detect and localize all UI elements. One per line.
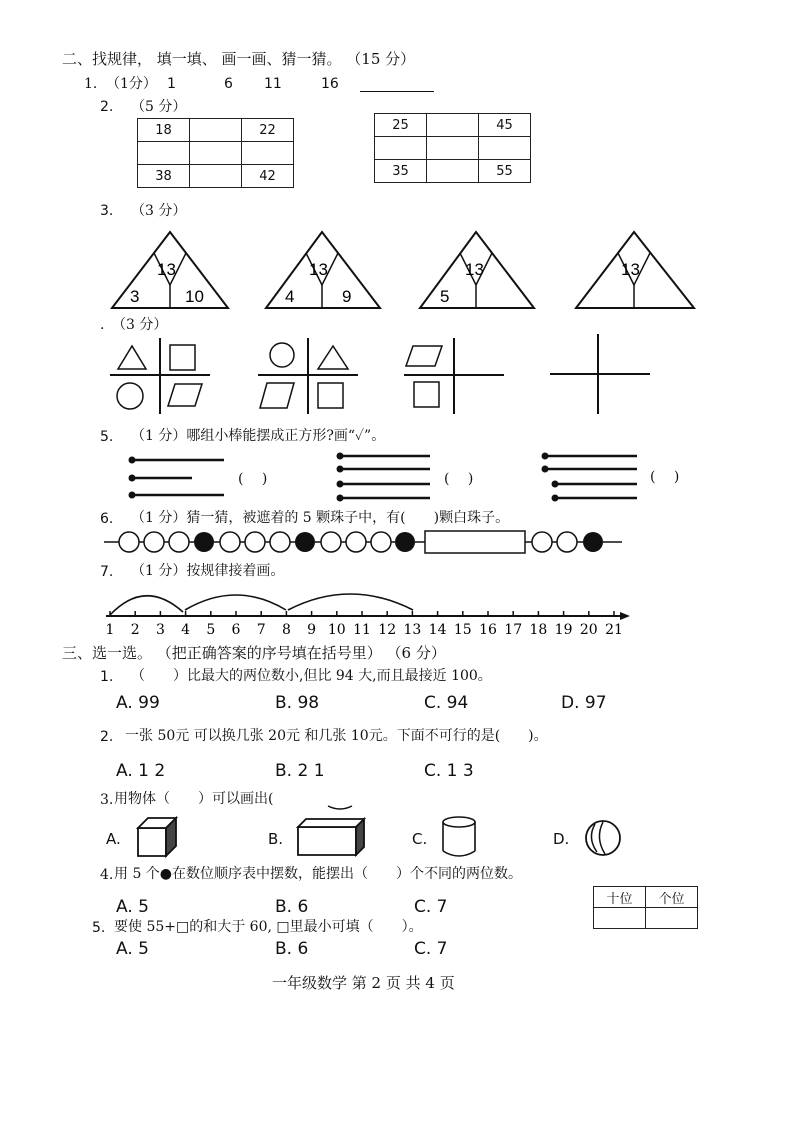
number-line-label: 10 <box>327 622 346 638</box>
cube-icon <box>136 816 180 858</box>
q2-score: （5 分） <box>131 99 187 115</box>
s3-q3-option-b[interactable]: B. <box>268 830 284 848</box>
number-line-label: 20 <box>579 622 598 638</box>
q1-number: 1. <box>84 76 98 92</box>
table-cell: 35 <box>375 160 427 183</box>
table-cell: 22 <box>242 119 294 142</box>
s3-q1-option-d[interactable]: D. 97 <box>561 693 607 713</box>
triangle-3 <box>418 230 538 310</box>
triangle-top-number: 13 <box>621 260 640 279</box>
number-line-label: 16 <box>479 622 497 638</box>
table-cell: 25 <box>375 114 427 137</box>
s3-q4-option-b[interactable]: B. 6 <box>275 897 309 917</box>
number-line-label: 13 <box>403 622 422 638</box>
table-cell[interactable] <box>646 908 698 929</box>
table-cell: 42 <box>242 165 294 188</box>
number-line-label: 7 <box>256 622 266 638</box>
number-line-label: 11 <box>353 622 371 638</box>
shape-grid-2 <box>258 338 360 416</box>
triangle-left-number: 5 <box>440 287 450 306</box>
s3-q2-option-b[interactable]: B. 2 1 <box>275 761 325 781</box>
triangle-2 <box>264 230 384 310</box>
s3-q2-text: 一张 50元 可以换几张 20元 和几张 10元。下面不可行的是( )。 <box>125 728 548 744</box>
section3-header: 三、选一选。 （把正确答案的序号填在括号里） （6 分） <box>62 644 446 662</box>
s3-q3-option-c[interactable]: C. <box>412 830 428 848</box>
q7-number: 7. <box>100 564 114 580</box>
s3-q1-number: 1. <box>100 669 114 685</box>
table-cell[interactable] <box>138 142 190 165</box>
s3-q5-option-c[interactable]: C. 7 <box>414 939 448 959</box>
number-line-label: 14 <box>428 622 447 638</box>
q3-score: （3 分） <box>131 203 187 219</box>
q2-table-2 <box>374 113 531 183</box>
triangle-top-number: 13 <box>465 260 484 279</box>
s3-q3-text: 用物体（ ）可以画出( <box>114 791 274 807</box>
table-cell[interactable] <box>479 137 531 160</box>
s3-q4-number: 4. <box>100 867 114 883</box>
table-cell: 18 <box>138 119 190 142</box>
number-line-label: 18 <box>529 622 548 638</box>
number-line-label: 4 <box>181 622 191 638</box>
q5-answer-paren-3[interactable]: ( ) <box>650 469 680 485</box>
triangle-left-number: 3 <box>130 287 140 306</box>
page-footer: 一年级数学 第 2 页 共 4 页 <box>272 974 455 992</box>
triangle-right-number: 9 <box>342 287 352 306</box>
s3-q3-option-d[interactable]: D. <box>553 830 570 848</box>
flat-arc-shape <box>326 803 356 813</box>
table-cell[interactable] <box>427 160 479 183</box>
table-cell: 55 <box>479 160 531 183</box>
table-cell[interactable] <box>242 142 294 165</box>
number-line-label: 9 <box>307 622 317 638</box>
stick-group-2 <box>336 452 436 502</box>
q1-seq-3: 11 <box>264 76 282 92</box>
q2-number: 2. <box>100 99 114 115</box>
cuboid-icon <box>296 817 368 857</box>
q5-text: （1 分）哪组小棒能摆成正方形?画“✓”。 <box>131 428 386 444</box>
q4-score: （3 分） <box>112 317 168 333</box>
triangle-right-number: 10 <box>185 287 204 306</box>
triangle-top-number: 13 <box>309 260 328 279</box>
triangle-left-number: 4 <box>285 287 295 306</box>
stick-group-1 <box>128 455 228 501</box>
number-line-label: 12 <box>378 622 397 638</box>
shape-grid-1 <box>110 338 212 416</box>
table-cell[interactable] <box>594 908 646 929</box>
q3-number: 3. <box>100 203 114 219</box>
s3-q4-option-a[interactable]: A. 5 <box>116 897 149 917</box>
q1-seq-4: 16 <box>321 76 339 92</box>
q6-number: 6. <box>100 511 114 527</box>
number-line-label: 5 <box>206 622 216 638</box>
s3-q1-option-c[interactable]: C. 94 <box>424 693 469 713</box>
s3-q3-option-a[interactable]: A. <box>106 830 121 848</box>
s3-q2-option-a[interactable]: A. 1 2 <box>116 761 166 781</box>
q7-text: （1 分）按规律接着画。 <box>131 563 285 579</box>
number-line-label: 8 <box>281 622 291 638</box>
triangle-1 <box>110 230 230 310</box>
bead-string <box>104 530 624 556</box>
tens-header: 十位 <box>594 887 646 908</box>
ones-header: 个位 <box>646 887 698 908</box>
shape-grid-3 <box>404 338 506 416</box>
table-cell: 45 <box>479 114 531 137</box>
stick-group-3 <box>541 452 641 502</box>
q1-seq-1: 1 <box>167 76 176 92</box>
s3-q5-option-b[interactable]: B. 6 <box>275 939 309 959</box>
table-cell[interactable] <box>427 137 479 160</box>
q1-seq-2: 6 <box>224 76 233 92</box>
number-line-label: 21 <box>605 622 623 638</box>
table-cell[interactable] <box>427 114 479 137</box>
cylinder-icon <box>440 815 480 859</box>
s3-q1-option-a[interactable]: A. 99 <box>116 693 160 713</box>
table-cell[interactable] <box>190 119 242 142</box>
section2-header: 二、找规律， 填一填、 画一画、猜一猜。 （15 分） <box>62 50 416 68</box>
s3-q2-number: 2. <box>100 729 114 745</box>
number-line-label: 17 <box>504 622 523 638</box>
s3-q4-option-c[interactable]: C. 7 <box>414 897 448 917</box>
q5-answer-paren-2[interactable]: ( ) <box>444 471 474 487</box>
q5-answer-paren-1[interactable]: ( ) <box>238 471 268 487</box>
s3-q1-text: （ ）比最大的两位数小,但比 94 大,而且最接近 100。 <box>131 668 492 684</box>
number-line-label: 2 <box>130 622 140 638</box>
q5-number: 5. <box>100 429 114 445</box>
number-line-label: 6 <box>231 622 241 638</box>
s3-q1-option-b[interactable]: B. 98 <box>275 693 320 713</box>
table-cell[interactable] <box>190 142 242 165</box>
number-line-label: 1 <box>105 622 115 638</box>
s3-q2-option-c[interactable]: C. 1 3 <box>424 761 474 781</box>
number-line-label: 15 <box>453 622 472 638</box>
table-cell: 38 <box>138 165 190 188</box>
s3-q5-option-a[interactable]: A. 5 <box>116 939 149 959</box>
number-line-label: 3 <box>155 622 165 638</box>
s3-q4-text: 用 5 个●在数位顺序表中摆数，能摆出（ ）个不同的两位数。 <box>114 866 523 882</box>
q4-number: . <box>100 317 105 333</box>
s3-q3-number: 3. <box>100 792 114 808</box>
s3-q5-text: 要使 55+□的和大于 60, □里最小可填（ ）。 <box>114 919 423 935</box>
place-value-table <box>593 886 698 929</box>
q6-text: （1 分）猜一猜，被遮着的 5 颗珠子中，有( )颗白珠子。 <box>131 510 510 526</box>
triangle-4 <box>574 230 698 310</box>
q1-answer-blank[interactable] <box>360 78 434 92</box>
triangle-top-number: 13 <box>157 260 176 279</box>
s3-q5-number: 5. <box>92 920 106 936</box>
shape-grid-4 <box>550 334 652 416</box>
ball-icon <box>583 818 623 858</box>
number-line <box>100 580 635 640</box>
number-line-label: 19 <box>554 622 573 638</box>
q2-table-1 <box>137 118 294 188</box>
q1-score: （1分） <box>106 76 157 92</box>
table-cell[interactable] <box>190 165 242 188</box>
table-cell[interactable] <box>375 137 427 160</box>
